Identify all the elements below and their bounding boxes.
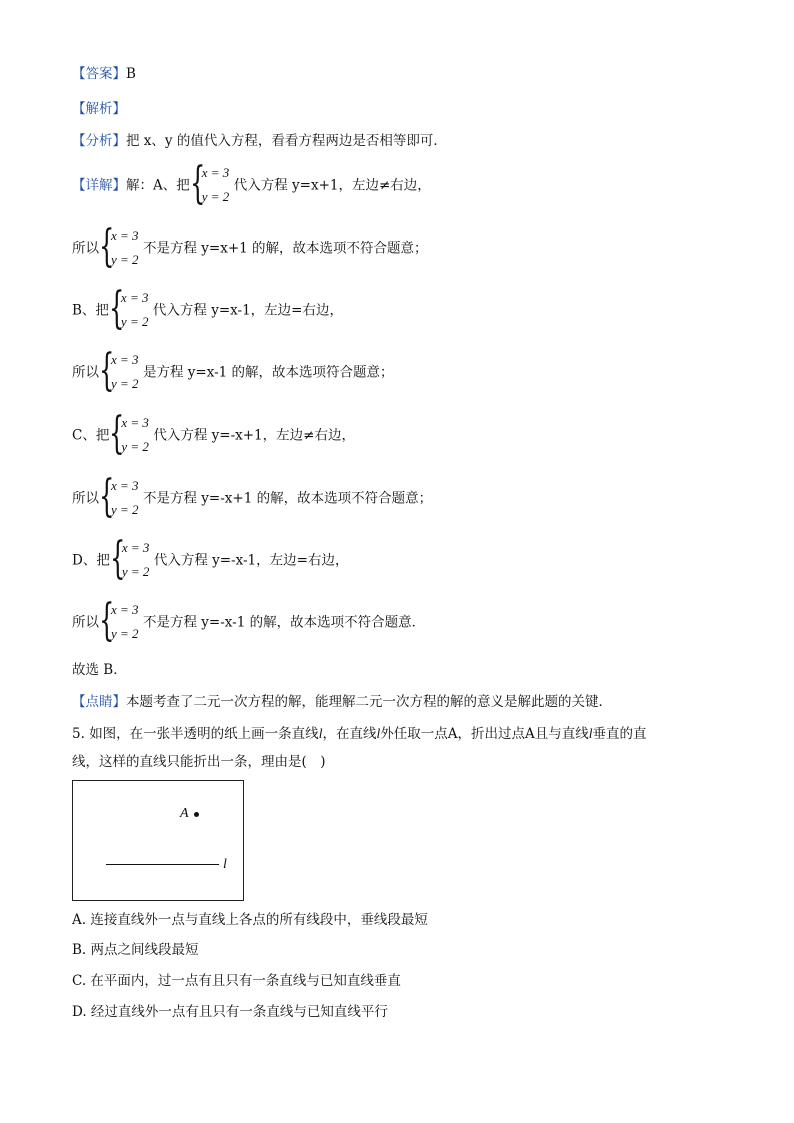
equation-y: y = 2: [201, 189, 230, 204]
line-l-label: l: [223, 857, 227, 872]
equation-y: y = 2: [120, 314, 149, 329]
option-b: B. 两点之间线段最短: [72, 942, 199, 958]
equation-x: x = 3: [121, 415, 149, 430]
equation-x: x = 3: [201, 165, 230, 180]
row-prefix: C、把: [72, 427, 110, 444]
row-suffix: 是方程 y=x-1 的解，故本选项符合题意；: [143, 364, 394, 381]
equation-x: x = 3: [121, 540, 150, 555]
equation-y: y = 2: [121, 439, 149, 454]
xiangjie-row-1: [72, 221, 428, 272]
equation-y: y = 2: [111, 252, 139, 267]
row-prefix: 所以: [72, 614, 99, 631]
equation-y: y = 2: [111, 502, 139, 517]
row-prefix: B、把: [72, 302, 109, 319]
brace-icon: {: [108, 283, 125, 334]
equation-system: [109, 533, 152, 584]
equation-x: x = 3: [120, 290, 149, 305]
point-a-dot: [194, 812, 199, 817]
line-variable: l: [318, 726, 323, 741]
equation-x: x = 3: [111, 602, 139, 617]
conclusion: 故选 B．: [72, 662, 127, 678]
xiangjie-row-6: [72, 533, 349, 584]
row-prefix: 所以: [72, 240, 99, 257]
analysis-tag: 【解析】: [72, 101, 126, 117]
answer-tag: 【答案】: [72, 66, 126, 82]
equation-system: [99, 221, 141, 272]
equation-x: x = 3: [111, 478, 139, 493]
answer-value: B: [126, 66, 136, 82]
analysis-heading: [72, 99, 126, 119]
equation-system: [189, 158, 232, 209]
row-suffix: 不是方程 y=x+1 的解，故本选项不符合题意；: [143, 240, 428, 257]
equation-system: [99, 345, 141, 396]
answer-line: [72, 64, 136, 84]
equation-system: [108, 283, 151, 334]
point-a-label: A: [180, 806, 189, 821]
row-suffix: 代入方程 y=-x-1，左边=右边，: [153, 552, 349, 569]
brace-icon: {: [109, 408, 125, 459]
fenxi-text: 把 x、y 的值代入方程，看看方程两边是否相等即可．: [126, 133, 447, 149]
question-figure: [72, 780, 244, 901]
xiangjie-row-4: [72, 408, 355, 459]
row-suffix: 代入方程 y=x+1，左边≠右边，: [233, 177, 431, 194]
xiangjie-row-7: [72, 595, 426, 646]
dianjing-line: [72, 692, 612, 712]
line-variable: l: [588, 726, 593, 741]
equation-x: x = 3: [111, 352, 139, 367]
fenxi-tag: 【分析】: [72, 133, 126, 149]
question-text-d: 垂直的直: [592, 726, 647, 742]
line-variable: l: [376, 726, 381, 741]
equation-system: [109, 408, 151, 459]
dianjing-text: 本题考查了二元一次方程的解，能理解二元一次方程的解的意义是解此题的关键．: [126, 694, 612, 710]
question-line-1: [72, 724, 646, 744]
option-d: D. 经过直线外一点有且只有一条直线与已知直线平行: [72, 1004, 388, 1020]
equation-system: [99, 595, 141, 646]
xiangjie-row-2: [72, 283, 343, 334]
brace-icon: {: [109, 533, 126, 584]
equation-y: y = 2: [111, 376, 139, 391]
fenxi-line: [72, 131, 447, 151]
brace-icon: {: [99, 221, 115, 272]
brace-icon: {: [99, 471, 115, 522]
row-prefix: 所以: [72, 490, 99, 507]
equation-x: x = 3: [111, 228, 139, 243]
question-text-c: 外任取一点A，折出过点A且与直线: [380, 726, 589, 742]
xiangjie-tag: 【详解】: [72, 177, 126, 194]
xiangjie-row-3: [72, 345, 394, 396]
brace-icon: {: [99, 595, 115, 646]
row-suffix: 代入方程 y=x-1，左边=右边，: [152, 302, 343, 319]
equation-y: y = 2: [111, 626, 139, 641]
xiangjie-row-0: [72, 158, 431, 209]
question-text-b: ，在直线: [322, 726, 377, 742]
row-prefix: 解：A、把: [126, 177, 190, 194]
line-l: [106, 864, 219, 865]
brace-icon: {: [189, 158, 206, 209]
row-suffix: 代入方程 y=-x+1，左边≠右边，: [153, 427, 355, 444]
brace-icon: {: [99, 345, 115, 396]
option-c: C. 在平面内，过一点有且只有一条直线与已知直线垂直: [72, 973, 401, 989]
row-prefix: D、把: [72, 552, 110, 569]
equation-system: [99, 471, 141, 522]
equation-y: y = 2: [121, 564, 150, 579]
xiangjie-row-5: [72, 471, 433, 522]
question-text-a: 如图，在一张半透明的纸上画一条直线: [89, 726, 319, 742]
option-a: A. 连接直线外一点与直线上各点的所有线段中，垂线段最短: [72, 912, 428, 928]
question-line-2: 线，这样的直线只能折出一条，理由是( ): [72, 754, 326, 770]
dianjing-tag: 【点睛】: [72, 694, 126, 710]
row-suffix: 不是方程 y=-x+1 的解，故本选项不符合题意；: [143, 490, 433, 507]
row-prefix: 所以: [72, 364, 99, 381]
row-suffix: 不是方程 y=-x-1 的解，故本选项不符合题意．: [143, 614, 426, 631]
question-number: 5.: [72, 726, 85, 742]
